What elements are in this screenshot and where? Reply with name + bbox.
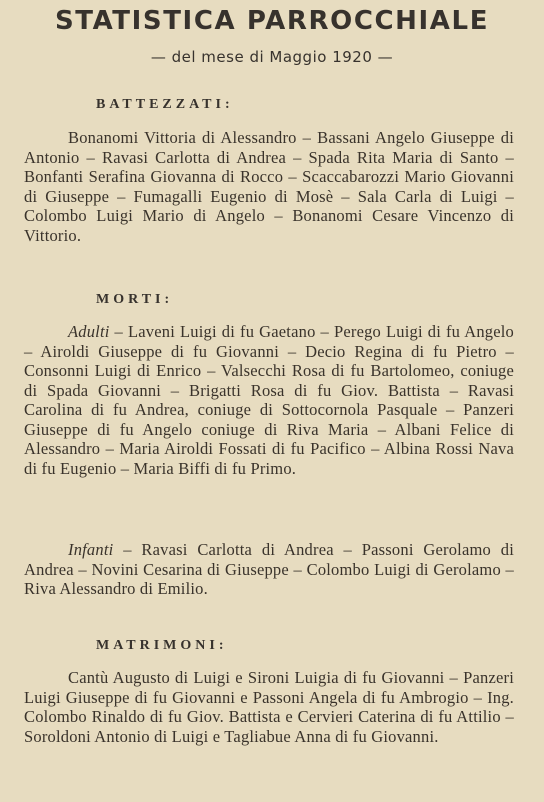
infanti-text: – Ravasi Carlotta di Andrea – Passoni Gerolamo di Andrea – Novini Cesarina di Giuseppe – Colombo Luigi di Gerolamo – Riva Alessandro di Emilio.: [24, 540, 514, 598]
morti-adulti-paragraph: [24, 322, 514, 478]
section-heading-morti: MORTI:: [96, 292, 174, 307]
infanti-label: Infanti: [68, 540, 114, 559]
battezzati-paragraph: Bonanomi Vittoria di Alessandro – Bassani Angelo Giuseppe di Antonio – Ravasi Carlotta di Andrea – Spada Rita Maria di Santo – Bonfanti Serafina Giovanna di Rocco – Scaccabarozzi Mario Giovanni di Giuseppe – Fumagalli Eugenio di Mosè – Sala Carla di Luigi – Colombo Luigi Mario di Angelo – Bonanomi Cesare Vincenzo di Vittorio.: [24, 128, 514, 245]
adulti-text: – Laveni Luigi di fu Gaetano – Perego Luigi di fu Angelo – Airoldi Giuseppe di fu Giovanni – Decio Regina di fu Pietro – Consonni Luigi di Enrico – Valsecchi Rosa di fu Bartolomeo, coniuge di Spada Giovanni – Brigatti Rosa di fu Giov. Battista – Ravasi Carolina di fu Andrea, coniuge di Sottocornola Pasquale – Panzeri Giuseppe di fu Angelo coniuge di Riva Maria – Albani Felice di Alessandro – Maria Airoldi Fossati di fu Pacifico – Albina Rossi Nava di fu Eugenio – Maria Biffi di fu Primo.: [24, 322, 514, 478]
adulti-label: Adulti: [68, 322, 110, 341]
matrimoni-paragraph: Cantù Augusto di Luigi e Sironi Luigia di fu Giovanni – Panzeri Luigi Giuseppe di fu Giovanni e Passoni Angela di fu Ambrogio – Ing. Colombo Rinaldo di fu Giov. Battista e Cervieri Caterina di fu Attilio – Soroldoni Antonio di Luigi e Tagliabue Anna di fu Giovanni.: [24, 668, 514, 746]
page-title: STATISTICA PARROCCHIALE: [54, 6, 490, 36]
morti-infanti-paragraph: [24, 540, 514, 599]
section-heading-battezzati: BATTEZZATI:: [96, 97, 234, 112]
section-heading-matrimoni: MATRIMONI:: [96, 638, 228, 653]
page-subtitle: — del mese di Maggio 1920 —: [150, 48, 394, 66]
